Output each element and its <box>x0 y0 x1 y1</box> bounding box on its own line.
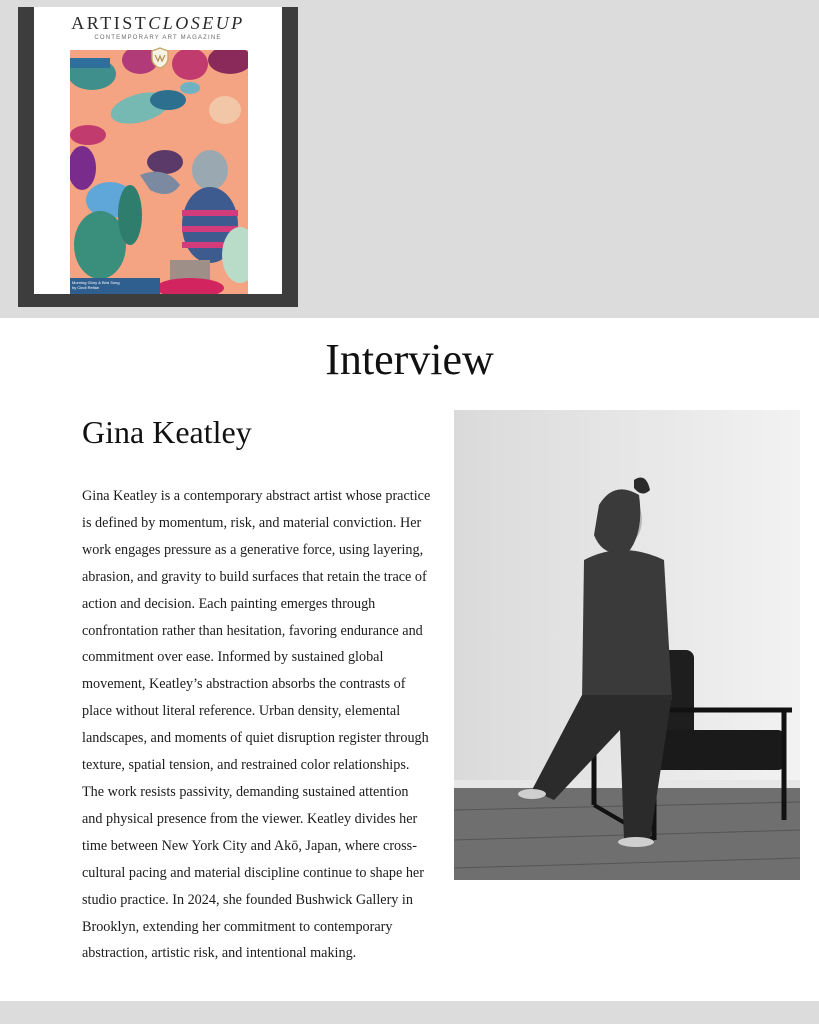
magazine-cover-frame[interactable] <box>18 7 298 307</box>
cover-caption-artist: by Cindi Reflan <box>72 285 100 290</box>
cover-caption <box>72 280 120 290</box>
magazine-subtitle: CONTEMPORARY ART MAGAZINE <box>94 35 222 41</box>
magazine-cover[interactable] <box>34 7 282 294</box>
artist-bio: Gina Keatley is a contemporary abstract artist whose practice is defined by momentum, risk, and material conviction. Her work engages pressure as a generative force, using layering, abrasion, and gravity to build surfaces that retain the trace of action and decision. Each painting emerges through confrontation rather than hesitation, favoring endurance and commitment over ease. Informed by sustained global movement, Keatley’s abstraction absorbs the contrasts of place without literal reference. Urban density, elemental landscapes, and moments of quiet disruption register through texture, spatial tension, and restrained color relationships. The work resists passivity, demanding sustained attention and physical presence from the viewer. Keatley divides her time between New York City and Akō, Japan, where cross-cultural pacing and material discipline continue to shape her studio practice. In 2024, she founded Bushwick Gallery in Brooklyn, extending her commitment to contemporary abstraction, artistic risk, and intentional making. <box>82 488 431 962</box>
magazine-title-main: ARTIST <box>71 13 149 33</box>
top-band <box>0 0 819 318</box>
cover-caption-title: Morning Glory & Bird Song <box>72 280 120 285</box>
magazine-crest-icon <box>150 47 170 69</box>
section-heading: Interview <box>325 335 494 384</box>
magazine-title <box>34 13 282 34</box>
article-section <box>0 318 819 1001</box>
magazine-title-italic: CLOSEUP <box>148 13 245 33</box>
artist-portrait-photo <box>454 410 800 880</box>
cover-artwork-painting <box>70 50 248 294</box>
cover-artwork <box>70 50 248 294</box>
artist-name: Gina Keatley <box>82 414 252 450</box>
bottom-band <box>0 1001 819 1024</box>
artist-portrait-image <box>454 410 800 880</box>
